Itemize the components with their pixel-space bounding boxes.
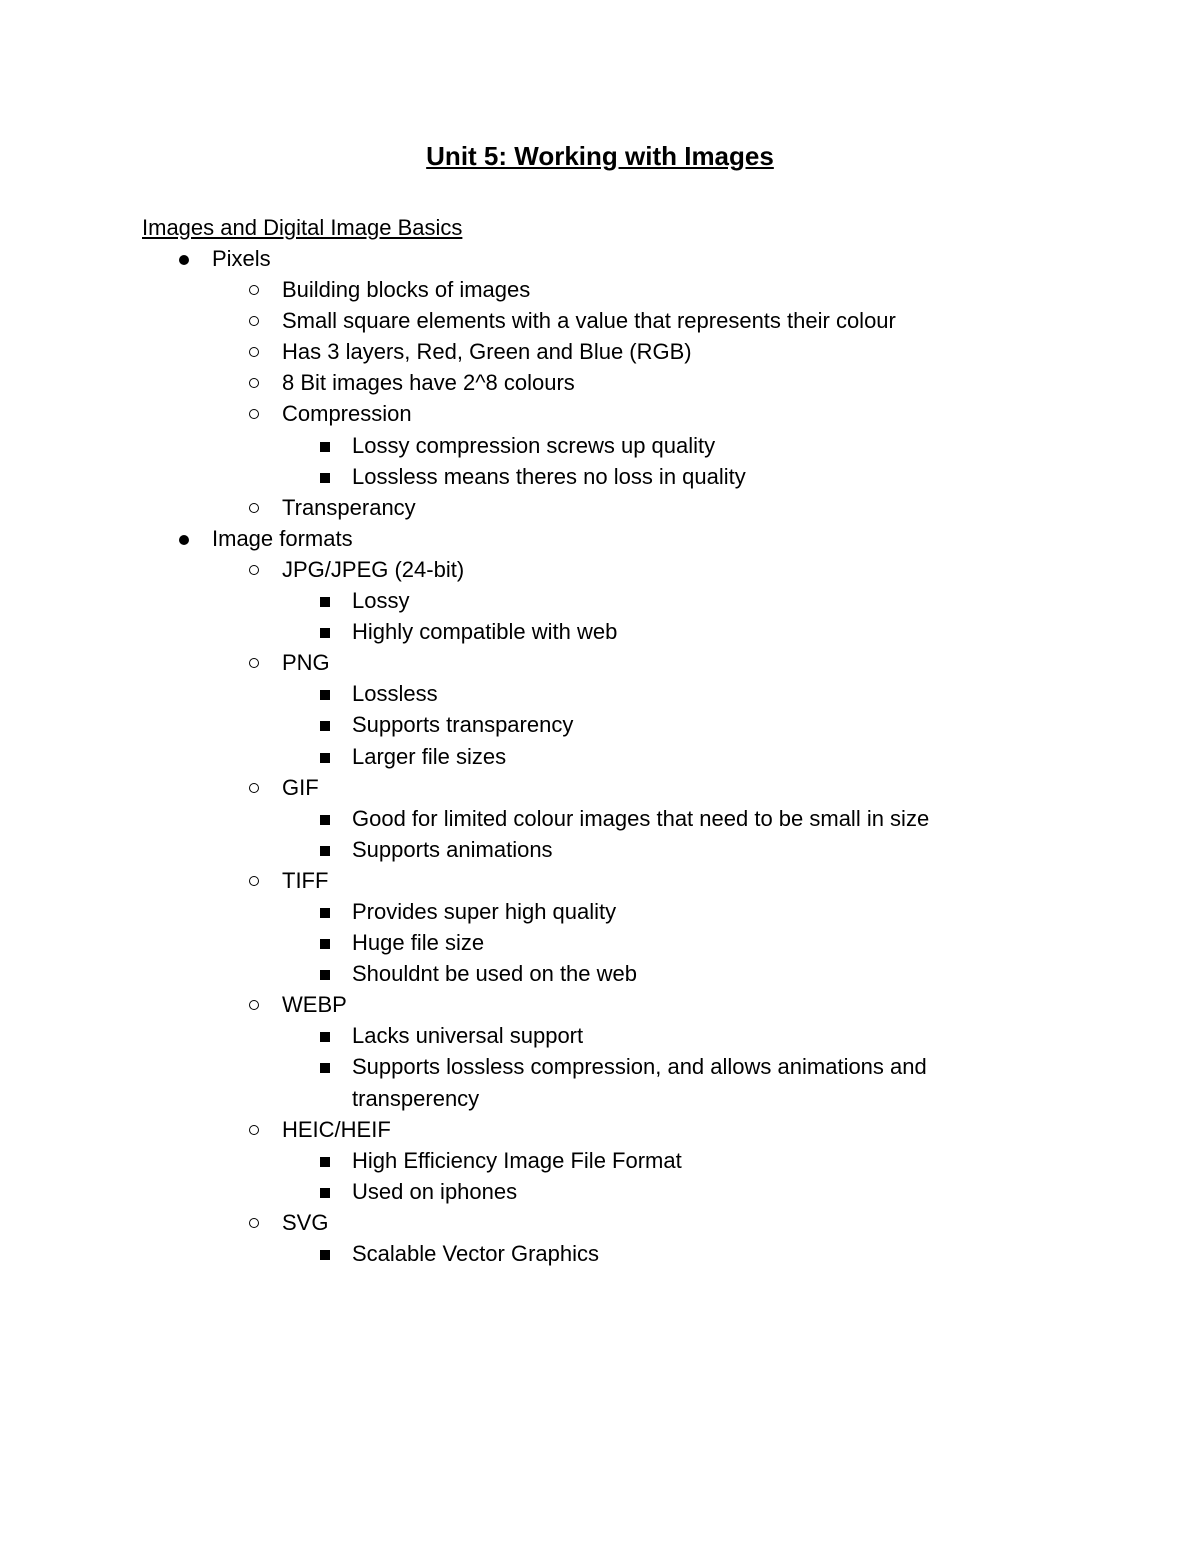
list-item [0,367,1200,398]
list-item [0,585,1200,616]
list-item [0,554,1200,585]
list-item-text: TIFF [282,867,329,893]
hollow-circle-bullet-icon [249,783,259,793]
list-item-text: WEBP [282,992,347,1018]
list-item-text: Lossless [352,681,438,707]
section-heading: Images and Digital Image Basics [142,215,463,240]
list-item [0,678,1200,709]
list-item-text: Small square elements with a value that represents their colour [282,308,896,334]
square-bullet-icon [320,721,330,731]
square-bullet-icon [320,908,330,918]
list-item [0,834,1200,865]
hollow-circle-bullet-icon [249,565,259,575]
list-item-text: Lacks universal support [352,1023,584,1049]
list-item-text: Highly compatible with web [352,619,618,645]
list-item [0,1145,1200,1176]
square-bullet-icon [320,846,330,856]
square-bullet-icon [320,1250,330,1260]
list-item [0,896,1200,927]
square-bullet-icon [320,597,330,607]
hollow-circle-bullet-icon [249,378,259,388]
square-bullet-icon [320,753,330,763]
list-item [0,803,1200,834]
square-bullet-icon [320,1157,330,1167]
page-title: Unit 5: Working with Images [426,141,774,171]
list-item-text: Supports animations [352,836,553,862]
hollow-circle-bullet-icon [249,503,259,513]
filled-circle-bullet-icon [179,535,189,545]
list-item-text: Good for limited colour images that need to be small in size [352,805,930,831]
list-item-text: SVG [282,1209,329,1235]
square-bullet-icon [320,815,330,825]
list-item-text: Transperancy [282,494,416,520]
list-item-text: Shouldnt be used on the web [352,961,638,987]
list-item-text: High Efficiency Image File Format [352,1147,682,1173]
list-item-text: Supports lossless compression, and allows animations and transperency [352,1054,927,1111]
list-item-text: Used on iphones [352,1178,518,1204]
list-item-text: Image formats [212,525,353,551]
bullet-outline [0,243,1200,1269]
list-item-text: Building blocks of images [282,277,531,303]
list-item [0,305,1200,336]
list-item [0,492,1200,523]
hollow-circle-bullet-icon [249,347,259,357]
hollow-circle-bullet-icon [249,1125,259,1135]
list-item [0,1051,1200,1113]
list-item-text: HEIC/HEIF [282,1116,391,1142]
list-item [0,1114,1200,1145]
square-bullet-icon [320,1063,330,1073]
list-item-text: Huge file size [352,930,485,956]
list-item [0,1176,1200,1207]
list-item-text: Larger file sizes [352,743,507,769]
filled-circle-bullet-icon [179,255,189,265]
list-item-text: Lossless means theres no loss in quality [352,463,746,489]
hollow-circle-bullet-icon [249,285,259,295]
list-item [0,865,1200,896]
list-item [0,616,1200,647]
square-bullet-icon [320,1188,330,1198]
list-item-text: Lossy compression screws up quality [352,432,716,458]
list-item-text: PNG [282,650,330,676]
list-item-text: Supports transparency [352,712,574,738]
list-item-text: Pixels [212,246,271,271]
hollow-circle-bullet-icon [249,316,259,326]
hollow-circle-bullet-icon [249,876,259,886]
list-item [0,1238,1200,1269]
list-item [0,958,1200,989]
list-item [0,927,1200,958]
list-item-text: Has 3 layers, Red, Green and Blue (RGB) [282,339,692,365]
square-bullet-icon [320,442,330,452]
list-item-text: JPG/JPEG (24-bit) [282,556,465,582]
list-item [0,989,1200,1020]
list-item [0,1020,1200,1051]
list-item [0,772,1200,803]
square-bullet-icon [320,628,330,638]
hollow-circle-bullet-icon [249,1000,259,1010]
list-item-text: GIF [282,774,319,800]
list-item [0,741,1200,772]
square-bullet-icon [320,939,330,949]
square-bullet-icon [320,1032,330,1042]
list-item [0,1207,1200,1238]
hollow-circle-bullet-icon [249,1218,259,1228]
list-item-text: Compression [282,401,412,427]
list-item-text: 8 Bit images have 2^8 colours [282,370,575,396]
hollow-circle-bullet-icon [249,658,259,668]
list-item [0,274,1200,305]
list-item-text: Provides super high quality [352,898,617,924]
list-item [0,430,1200,461]
list-item [0,523,1200,554]
square-bullet-icon [320,690,330,700]
list-item [0,709,1200,740]
list-item-text: Scalable Vector Graphics [352,1241,600,1266]
hollow-circle-bullet-icon [249,409,259,419]
list-item [0,647,1200,678]
list-item [0,461,1200,492]
square-bullet-icon [320,473,330,483]
square-bullet-icon [320,970,330,980]
list-item [0,398,1200,429]
list-item [0,243,1200,274]
list-item-text: Lossy [352,588,410,614]
list-item [0,336,1200,367]
